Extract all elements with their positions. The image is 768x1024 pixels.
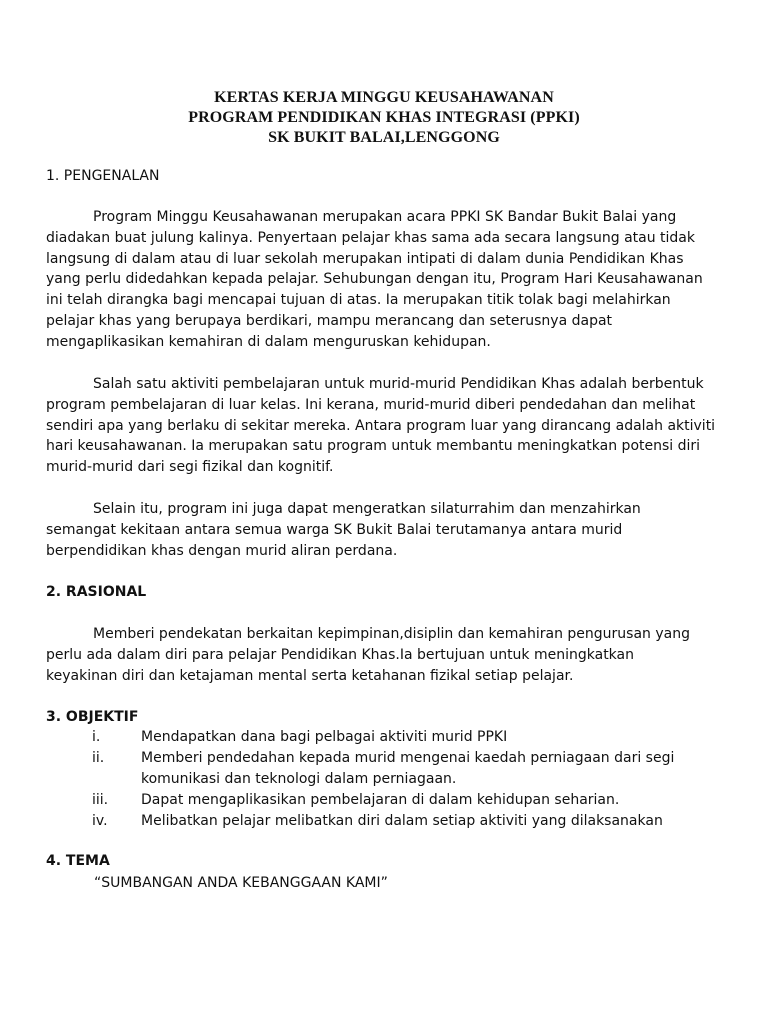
list-item-continuation [46,769,736,790]
paragraph-line: hari keusahawanan. Ia merupakan satu program untuk membantu meningkatkan potensi diri [46,438,701,455]
paragraph-line: mengaplikasikan kemahiran di dalam menguruskan kehidupan. [46,333,491,350]
paragraph-line: diadakan buat julung kalinya. Penyertaan pelajar khas sama ada secara langsung atau tidak [46,229,695,246]
section-heading-pengenalan: 1. PENGENALAN [46,168,160,184]
paragraph-line: berpendidikan khas dengan murid aliran perdana. [46,542,398,559]
list-item-text: komunikasi dan teknologi dalam perniagaan. [141,771,457,787]
paragraph-line: langsung di dalam atau di luar sekolah merupakan intipati di dalam dunia Pendidikan Khas [46,250,684,267]
theme-text: “SUMBANGAN ANDA KEBANGGAAN KAMI” [94,875,388,891]
paragraph-pengenalan-1 [46,207,736,353]
doc-title-line-1: KERTAS KERJA MINGGU KEUSAHAWANAN [214,89,554,106]
paragraph-line: perlu ada dalam diri para pelajar Pendidikan Khas.Ia bertujuan untuk meningkatkan [46,646,634,663]
paragraph-line: yang perlu didedahkan kepada pelajar. Sehubungan dengan itu, Program Hari Keusahawanan [46,271,703,288]
list-item [46,748,736,769]
paragraph-line: sendiri apa yang berlaku di sekitar mereka. Antara program luar yang dirancang adalah aktiviti [46,417,716,434]
doc-title-line-2: PROGRAM PENDIDIKAN KHAS INTEGRASI (PPKI) [188,109,580,126]
paragraph-line: Salah satu aktiviti pembelajaran untuk murid-murid Pendidikan Khas adalah berbentuk [93,376,704,392]
list-item [46,790,736,811]
list-item-number: ii. [92,750,105,766]
list-item-text: Dapat mengaplikasikan pembelajaran di dalam kehidupan seharian. [141,792,620,808]
paragraph-pengenalan-2 [46,374,736,478]
paragraph-rasional [46,624,736,686]
paragraph-line: pelajar khas yang berupaya berdikari, mampu merancang dan seterusnya dapat [46,312,613,329]
section-heading-rasional: 2. RASIONAL [46,584,147,600]
list-item-number: i. [92,729,101,745]
paragraph-line: Selain itu, program ini juga dapat mengeratkan silaturrahim dan menzahirkan [93,501,641,517]
paragraph-line: murid-murid dari segi fizikal dan kognitif. [46,459,334,476]
objektif-list [46,727,736,832]
section-heading-objektif: 3. OBJEKTIF [46,709,139,725]
paragraph-line: Program Minggu Keusahawanan merupakan acara PPKI SK Bandar Bukit Balai yang [93,209,677,225]
paragraph-line: semangat kekitaan antara semua warga SK Bukit Balai terutamanya antara murid [46,521,623,538]
paragraph-line: ini telah dirangka bagi mencapai tujuan di atas. Ia merupakan titik tolak bagi melahirkan [46,292,671,309]
section-heading-tema: 4. TEMA [46,853,110,869]
paragraph-line: Memberi pendekatan berkaitan kepimpinan,disiplin dan kemahiran pengurusan yang [93,626,690,642]
paragraph-line: program pembelajaran di luar kelas. Ini kerana, murid-murid diberi pendedahan dan melihat [46,396,696,413]
list-item-number: iv. [92,813,108,829]
list-item-number: iii. [92,792,109,808]
list-item [46,811,736,832]
list-item-text: Mendapatkan dana bagi pelbagai aktiviti murid PPKI [141,729,508,745]
paragraph-pengenalan-3 [46,499,736,561]
list-item-text: Memberi pendedahan kepada murid mengenai kaedah perniagaan dari segi [141,750,675,766]
list-item-text: Melibatkan pelajar melibatkan diri dalam setiap aktiviti yang dilaksanakan [141,813,663,829]
list-item [46,727,736,748]
paragraph-line: keyakinan diri dan ketajaman mental serta ketahanan fizikal setiap pelajar. [46,667,574,684]
doc-title-line-3: SK BUKIT BALAI,LENGGONG [268,129,500,146]
